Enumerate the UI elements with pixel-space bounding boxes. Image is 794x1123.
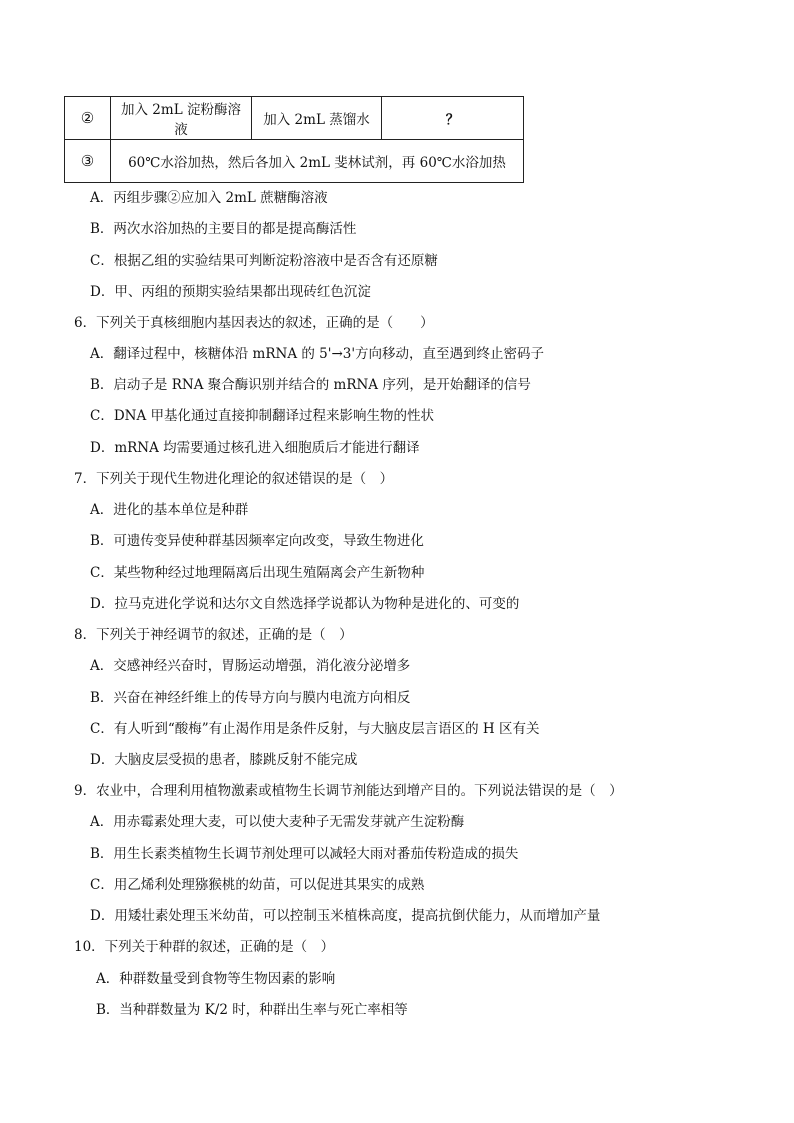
question-stem: 9．农业中，合理利用植物激素或植物生长调节剂能达到增产目的。下列说法错误的是（ ） — [74, 783, 623, 799]
option-text: B．可遗传变异使种群基因频率定向改变，导致生物进化 — [90, 533, 424, 549]
option-text: C．用乙烯利处理猕猴桃的幼苗，可以促进其果实的成熟 — [90, 877, 425, 893]
option-text: A．丙组步骤②应加入 2mL 蔗糖酶溶液 — [90, 190, 328, 206]
question-stem: 6．下列关于真核细胞内基因表达的叙述，正确的是（ ） — [74, 315, 434, 331]
question-stem: 8．下列关于神经调节的叙述，正确的是（ ） — [74, 627, 353, 643]
option-text: C．有人听到“酸梅”有止渴作用是条件反射，与大脑皮层言语区的 H 区有关 — [90, 721, 540, 737]
table-row — [65, 97, 524, 140]
option-text: B．用生长素类植物生长调节剂处理可以减轻大雨对番茄传粉造成的损失 — [90, 846, 519, 862]
table-row — [65, 140, 524, 183]
option-text: D．mRNA 均需要通过核孔进入细胞质后才能进行翻译 — [90, 440, 420, 456]
option-text: C．某些物种经过地理隔离后出现生殖隔离会产生新物种 — [90, 565, 425, 581]
table-cell: ？ — [382, 97, 524, 140]
option-text: B．两次水浴加热的主要目的都是提高酶活性 — [90, 221, 357, 237]
option-text: D．拉马克进化学说和达尔文自然选择学说都认为物种是进化的、可变的 — [90, 596, 520, 612]
option-text: A．用赤霉素处理大麦，可以使大麦种子无需发芽就产生淀粉酶 — [90, 814, 465, 830]
option-text: D．用矮壮素处理玉米幼苗，可以控制玉米植株高度，提高抗倒伏能力，从而增加产量 — [90, 908, 601, 924]
option-text: D．大脑皮层受损的患者，膝跳反射不能完成 — [90, 752, 358, 768]
option-text: B．启动子是 RNA 聚合酶识别并结合的 mRNA 序列，是开始翻译的信号 — [90, 377, 531, 393]
option-text: B．当种群数量为 K/2 时，种群出生率与死亡率相等 — [96, 1002, 408, 1018]
table-cell-merged: 60℃水浴加热，然后各加入 2mL 斐林试剂，再 60℃水浴加热 — [111, 140, 524, 183]
option-text: A．种群数量受到食物等生物因素的影响 — [96, 971, 336, 987]
option-text: D．甲、丙组的预期实验结果都出现砖红色沉淀 — [90, 284, 371, 300]
table-cell: 加入 2mL 蒸馏水 — [252, 97, 382, 140]
question-stem: 10．下列关于种群的叙述，正确的是（ ） — [74, 939, 335, 955]
question-stem: 7．下列关于现代生物进化理论的叙述错误的是（ ） — [74, 471, 394, 487]
option-text: B．兴奋在神经纤维上的传导方向与膜内电流方向相反 — [90, 690, 411, 706]
option-text: C．根据乙组的实验结果可判断淀粉溶液中是否含有还原糖 — [90, 253, 438, 269]
option-text: A．进化的基本单位是种群 — [90, 502, 249, 518]
experiment-table — [64, 96, 524, 183]
table-cell: 加入 2mL 淀粉酶溶液 — [111, 97, 252, 140]
option-text: C．DNA 甲基化通过直接抑制翻译过程来影响生物的性状 — [90, 408, 435, 424]
option-text: A．交感神经兴奋时，胃肠运动增强，消化液分泌增多 — [90, 658, 411, 674]
option-text: A．翻译过程中，核糖体沿 mRNA 的 5'→3'方向移动，直至遇到终止密码子 — [90, 346, 545, 362]
step-number: ② — [65, 97, 111, 140]
step-number: ③ — [65, 140, 111, 183]
